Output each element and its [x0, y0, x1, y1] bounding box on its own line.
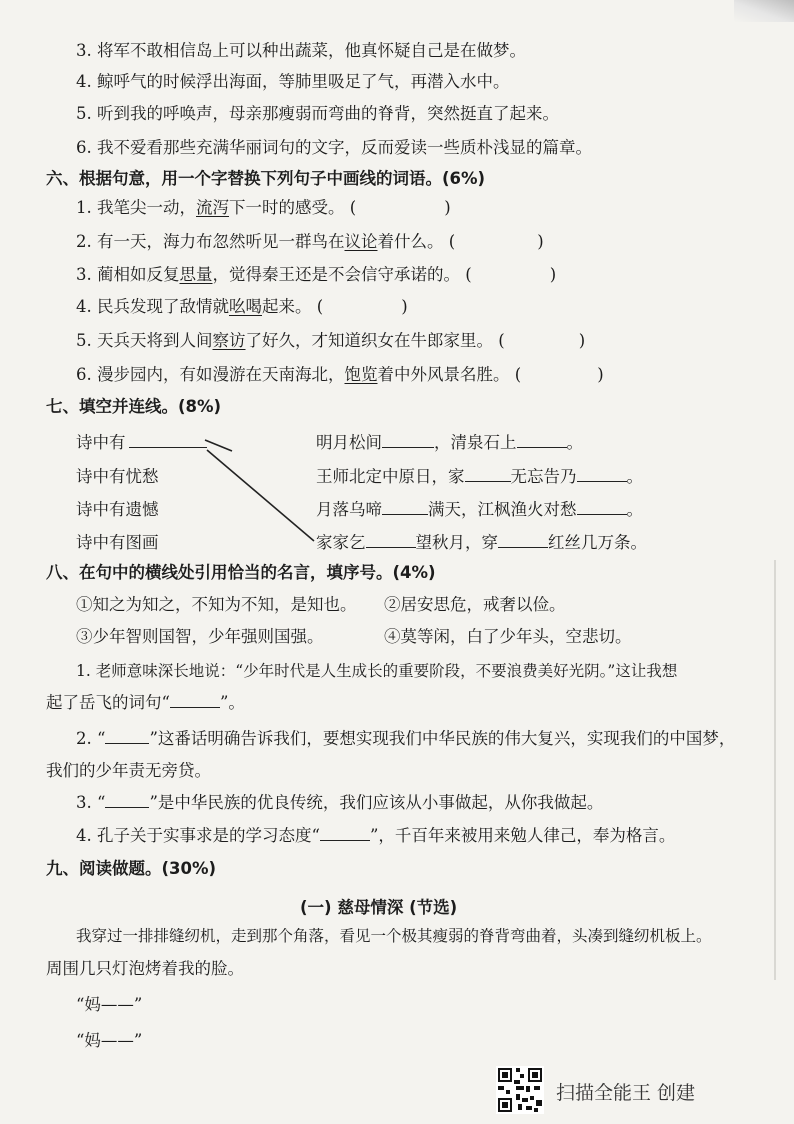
s8-q3: [76, 792, 603, 814]
s6-item-4-close: ): [401, 297, 408, 316]
s9-para1-line1: 我穿过一排排缝纫机，走到那个角落，看见一个极其瘦弱的脊背弯曲着，头凑到缝纫机板上。: [76, 927, 712, 945]
s6-item-5-pre: 5. 天兵天将到人间: [76, 331, 213, 350]
s7-right-1-a: 明月松间: [316, 433, 382, 452]
s6-item-6-pre: 6. 漫步园内，有如漫游在天南海北，: [76, 365, 345, 384]
s5-item-4: 4. 鲸呼气的时候浮出海面，等肺里吸足了气，再潜入水中。: [76, 72, 510, 91]
s7-link-stub: [205, 440, 232, 451]
s6-item-6-close: ): [597, 365, 604, 384]
s6-item-2-post: 着什么。 (: [377, 232, 456, 251]
s6-item-5-post: 了好久，才知道织女在牛郎家里。 (: [245, 331, 505, 350]
s8-option-2: ②居安思危，戒奢以俭。: [384, 595, 566, 614]
s7-left-4[interactable]: 诗中有图画: [76, 533, 159, 552]
s8-q1-line1: 1. 老师意味深长地说：“少年时代是人生成长的重要阶段，不要浪费美好光阴。”这让我想: [76, 662, 678, 680]
s7-right-1-c: 。: [566, 433, 583, 452]
s8-q1-pre: 起了岳飞的词句“: [46, 693, 170, 712]
s8-q2-blank[interactable]: [105, 729, 149, 744]
s8-option-1: ①知之为知之，不知为不知，是知也。: [76, 595, 357, 614]
s6-item-3-close: ): [549, 265, 557, 284]
s8-title: 八、在句中的横线处引用恰当的名言，填序号。(4%): [46, 563, 436, 582]
s7-right-3-a: 月落乌啼: [316, 500, 382, 519]
s6-item-1-pre: 1. 我笔尖一动，: [76, 198, 196, 217]
s8-q4-pre: 4. 孔子关于实事求是的学习态度“: [76, 826, 320, 845]
qr-code-icon: [496, 1066, 544, 1114]
s6-item-6-underlined: 饱览: [344, 365, 378, 384]
s7-right-3-b: 满天，江枫渔火对愁: [428, 500, 577, 519]
s8-q3-pre: 3. “: [76, 793, 106, 812]
s8-q3-blank[interactable]: [105, 793, 149, 808]
s8-q2-post: ”这番话明确告诉我们，要想实现我们中华民族的伟大复兴，实现我们的中国梦，: [149, 729, 736, 748]
s7-right-3-c: 。: [626, 500, 643, 519]
s8-q2-line1: [76, 728, 735, 750]
s8-q3-post: ”是中华民族的优良传统，我们应该从小事做起，从你我做起。: [149, 793, 604, 812]
s9-title: 九、阅读做题。(30%): [46, 859, 217, 878]
s6-title: 六、根据句意，用一个字替换下列句子中画线的词语。(6%): [46, 169, 486, 188]
s7-right-1-b: ，清泉石上: [434, 433, 517, 452]
s6-item-4-post: 起来。 (: [262, 297, 324, 316]
s9-para1-line2: 周围几只灯泡烤着我的脸。: [46, 959, 244, 978]
s8-q4: [76, 825, 675, 847]
s9-dialog-2: “妈——”: [76, 1031, 143, 1050]
s8-q1-line2: [46, 692, 245, 714]
s6-item-5-close: ): [578, 331, 586, 350]
s5-item-3: 3. 将军不敢相信岛上可以种出蔬菜，他真怀疑自己是在做梦。: [76, 41, 526, 60]
s6-item-1-underlined: 流泻: [196, 198, 229, 217]
s7-right-4-b: 望秋月，穿: [415, 533, 498, 552]
s9-dialog-1: “妈——”: [76, 995, 143, 1014]
s8-option-3: ③少年智则国智，少年强则国强。: [76, 627, 324, 646]
s6-item-3-post: ，觉得秦王还是不会信守承诺的。 (: [212, 265, 472, 284]
s7-left-3[interactable]: 诗中有遗憾: [76, 500, 159, 519]
s6-item-3-pre: 3. 蔺相如反复: [76, 265, 180, 284]
s7-left-2[interactable]: 诗中有忧愁: [76, 467, 159, 486]
s8-q4-post: ”，千百年来被用来勉人律己，奉为格言。: [369, 826, 676, 845]
s6-item-6-post: 着中外风景名胜。 (: [377, 365, 522, 384]
scanner-watermark: 扫描全能王 创建: [556, 1082, 696, 1104]
s7-right-4-c: 红丝几万条。: [548, 533, 647, 552]
s6-item-2-pre: 2. 有一天，海力布忽然听见一群鸟在: [76, 232, 345, 251]
s7-right-2-b: 无忘告乃: [510, 467, 577, 486]
s9-passage-title: (一) 慈母情深 (节选): [300, 898, 458, 917]
s7-right-2-c: 。: [626, 467, 643, 486]
s6-item-1-post: 下一时的感受。 (: [229, 198, 357, 217]
s7-left-1-label: 诗中有: [76, 433, 126, 452]
s7-title: 七、填空并连线。(8%): [46, 397, 222, 416]
s7-right-2-a: 王师北定中原日，家: [316, 467, 465, 486]
s6-item-4-underlined: 吆喝: [229, 297, 262, 316]
s5-item-5: 5. 听到我的呼唤声，母亲那瘦弱而弯曲的脊背，突然挺直了起来。: [76, 104, 559, 123]
s6-item-4-pre: 4. 民兵发现了敌情就: [76, 297, 229, 316]
s8-q1-blank[interactable]: [170, 693, 220, 708]
s5-item-6: 6. 我不爱看那些充满华丽词句的文字，反而爱读一些质朴浅显的篇章。: [76, 138, 592, 157]
s8-q4-blank[interactable]: [320, 826, 370, 841]
s6-item-1-close: ): [444, 198, 451, 217]
s8-q2-pre: 2. “: [76, 729, 106, 748]
s6-item-2-underlined: 议论: [344, 232, 378, 251]
s7-link-line: [207, 450, 314, 541]
s6-item-2-close: ): [537, 232, 544, 251]
s8-q2-line2: 我们的少年责无旁贷。: [46, 761, 211, 780]
s6-item-3-underlined: 思量: [179, 265, 213, 284]
s6-item-5-underlined: 察访: [212, 331, 246, 350]
s8-option-4: ④莫等闲，白了少年头，空悲切。: [384, 627, 632, 646]
s7-right-4-a: 家家乞: [316, 533, 366, 552]
s8-q1-post: ”。: [219, 693, 245, 712]
